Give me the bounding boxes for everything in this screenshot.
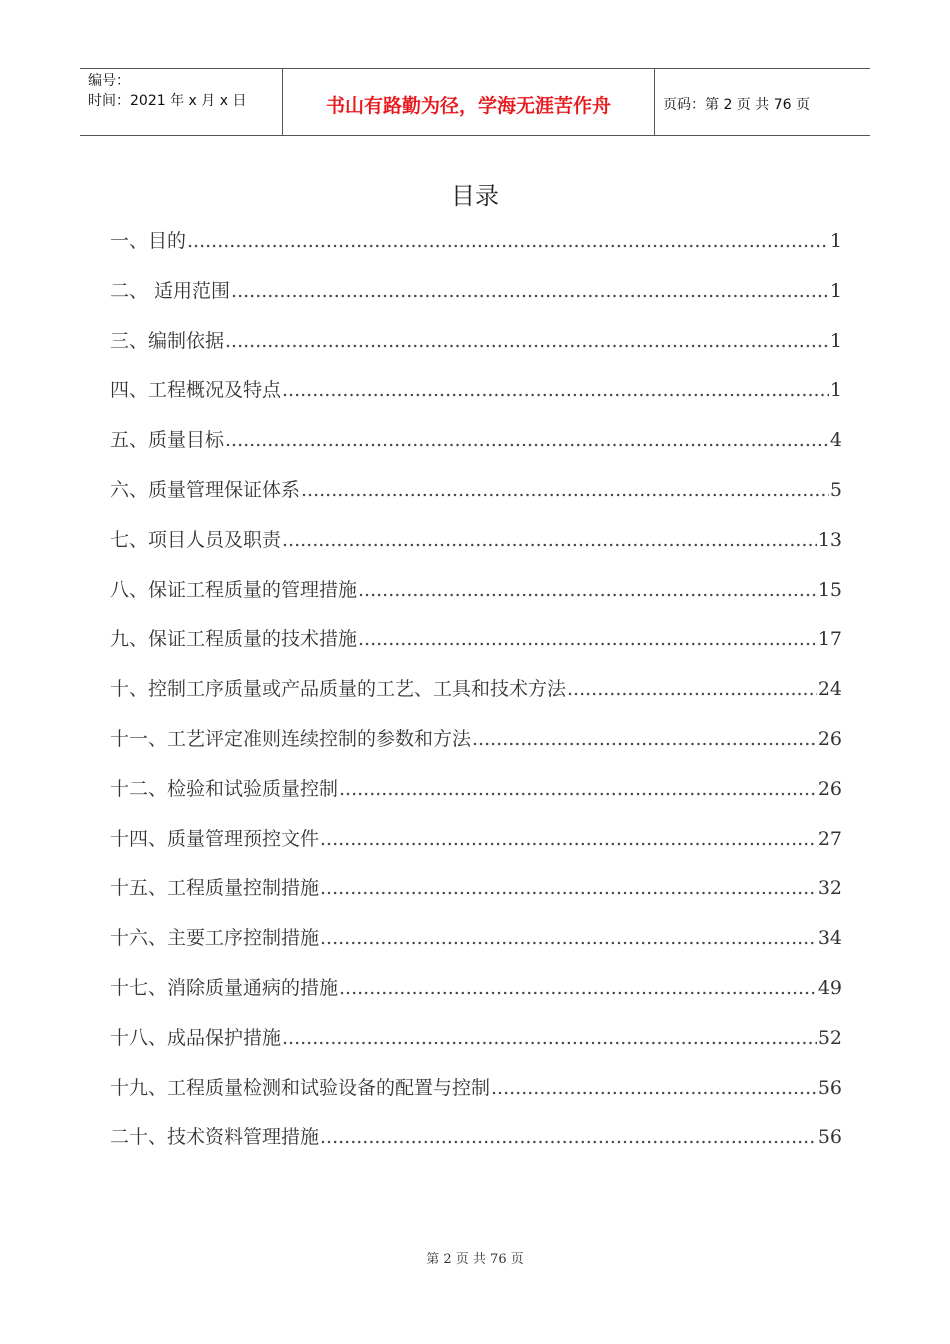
toc-entry-page: 1 (829, 279, 842, 302)
toc-entry-page: 32 (817, 877, 842, 900)
toc-entry-page: 56 (817, 1076, 842, 1099)
toc-entry[interactable] (110, 575, 842, 625)
toc-entry[interactable] (110, 425, 842, 475)
toc-leader-dots (491, 1077, 817, 1099)
toc-entry-label: 三、编制依据 (110, 329, 225, 352)
toc-title: 目录 (451, 182, 499, 210)
page-footer: 第 2 页 共 76 页 (426, 1252, 524, 1267)
toc-entry[interactable] (110, 873, 842, 923)
toc-entry-label: 十五、工程质量控制措施 (110, 877, 320, 900)
toc-entry-page: 17 (817, 628, 842, 651)
toc-entry-label: 十六、主要工序控制措施 (110, 927, 320, 950)
document-header (80, 68, 870, 136)
toc-entry[interactable] (110, 1122, 842, 1172)
toc-entry-page: 15 (817, 578, 842, 601)
toc-entry-page: 24 (817, 678, 842, 701)
toc-entry-page: 27 (817, 827, 842, 850)
toc-entry-label: 五、质量目标 (110, 429, 225, 452)
header-page-info: 页码：第 2 页 共 76 页 (663, 97, 810, 113)
toc-entry-page: 1 (829, 329, 842, 352)
toc-entry-page: 1 (829, 379, 842, 402)
toc-leader-dots (320, 828, 817, 850)
toc-leader-dots (358, 579, 817, 601)
toc-entry[interactable] (110, 923, 842, 973)
toc-entry-page: 5 (829, 478, 842, 501)
toc-leader-dots (339, 977, 817, 999)
header-meta (80, 69, 282, 135)
toc-leader-dots (301, 479, 829, 501)
toc-entry[interactable] (110, 525, 842, 575)
toc-leader-dots (358, 628, 817, 650)
header-number: 编号： (88, 73, 130, 89)
toc-entry-page: 13 (817, 528, 842, 551)
toc-entry-label: 十八、成品保护措施 (110, 1026, 282, 1049)
toc-entry[interactable] (110, 624, 842, 674)
toc-entry-label: 七、项目人员及职责 (110, 528, 282, 551)
toc-entry[interactable] (110, 276, 842, 326)
toc-leader-dots (339, 778, 817, 800)
toc-entry-label: 十四、质量管理预控文件 (110, 827, 320, 850)
toc-leader-dots (320, 927, 817, 949)
toc-leader-dots (225, 429, 829, 451)
toc-entry-page: 26 (817, 727, 842, 750)
toc-entry[interactable] (110, 973, 842, 1023)
toc-entry-page: 49 (817, 976, 842, 999)
toc-leader-dots (282, 529, 817, 551)
toc-entry[interactable] (110, 475, 842, 525)
toc-entry-label: 八、保证工程质量的管理措施 (110, 578, 358, 601)
toc-entry-label: 四、工程概况及特点 (110, 379, 282, 402)
toc-entry-label: 十七、消除质量通病的措施 (110, 976, 339, 999)
toc-entry[interactable] (110, 326, 842, 376)
toc-leader-dots (187, 230, 829, 252)
toc-entry-label: 一、目的 (110, 230, 187, 252)
header-motto: 书山有路勤为径，学海无涯苦作舟 (282, 69, 655, 135)
toc-entry-label: 六、质量管理保证体系 (110, 478, 301, 501)
toc-entry-label: 二、 适用范围 (110, 279, 231, 302)
toc-leader-dots (320, 1126, 817, 1148)
toc-entry[interactable] (110, 724, 842, 774)
toc-entry[interactable] (110, 375, 842, 425)
toc-entry[interactable] (110, 1023, 842, 1073)
toc-entry-label: 十、控制工序质量或产品质量的工艺、工具和技术方法 (110, 678, 567, 701)
toc-leader-dots (225, 330, 829, 352)
toc-entry-label: 二十、技术资料管理措施 (110, 1126, 320, 1149)
toc-entry-page: 1 (829, 230, 842, 252)
toc-entry-page: 4 (829, 429, 842, 452)
toc-entry-label: 十一、工艺评定准则连续控制的参数和方法 (110, 727, 472, 750)
toc-leader-dots (231, 280, 829, 302)
toc-entry[interactable] (110, 1073, 842, 1123)
toc-entry[interactable] (110, 824, 842, 874)
toc-leader-dots (472, 728, 817, 750)
toc-entry-label: 十九、工程质量检测和试验设备的配置与控制 (110, 1076, 491, 1099)
toc-entry[interactable] (110, 774, 842, 824)
toc-entry[interactable] (110, 226, 842, 276)
toc-entry-label: 十二、检验和试验质量控制 (110, 777, 339, 800)
table-of-contents (110, 226, 842, 1172)
toc-entry-page: 52 (817, 1026, 842, 1049)
header-date: 时间：2021 年 x 月 x 日 (88, 93, 247, 109)
toc-entry-page: 34 (817, 927, 842, 950)
toc-leader-dots (282, 379, 829, 401)
toc-entry[interactable] (110, 674, 842, 724)
toc-entry-page: 56 (817, 1126, 842, 1149)
toc-leader-dots (320, 877, 817, 899)
toc-entry-page: 26 (817, 777, 842, 800)
toc-leader-dots (567, 678, 817, 700)
toc-leader-dots (282, 1027, 817, 1049)
toc-entry-label: 九、保证工程质量的技术措施 (110, 628, 358, 651)
